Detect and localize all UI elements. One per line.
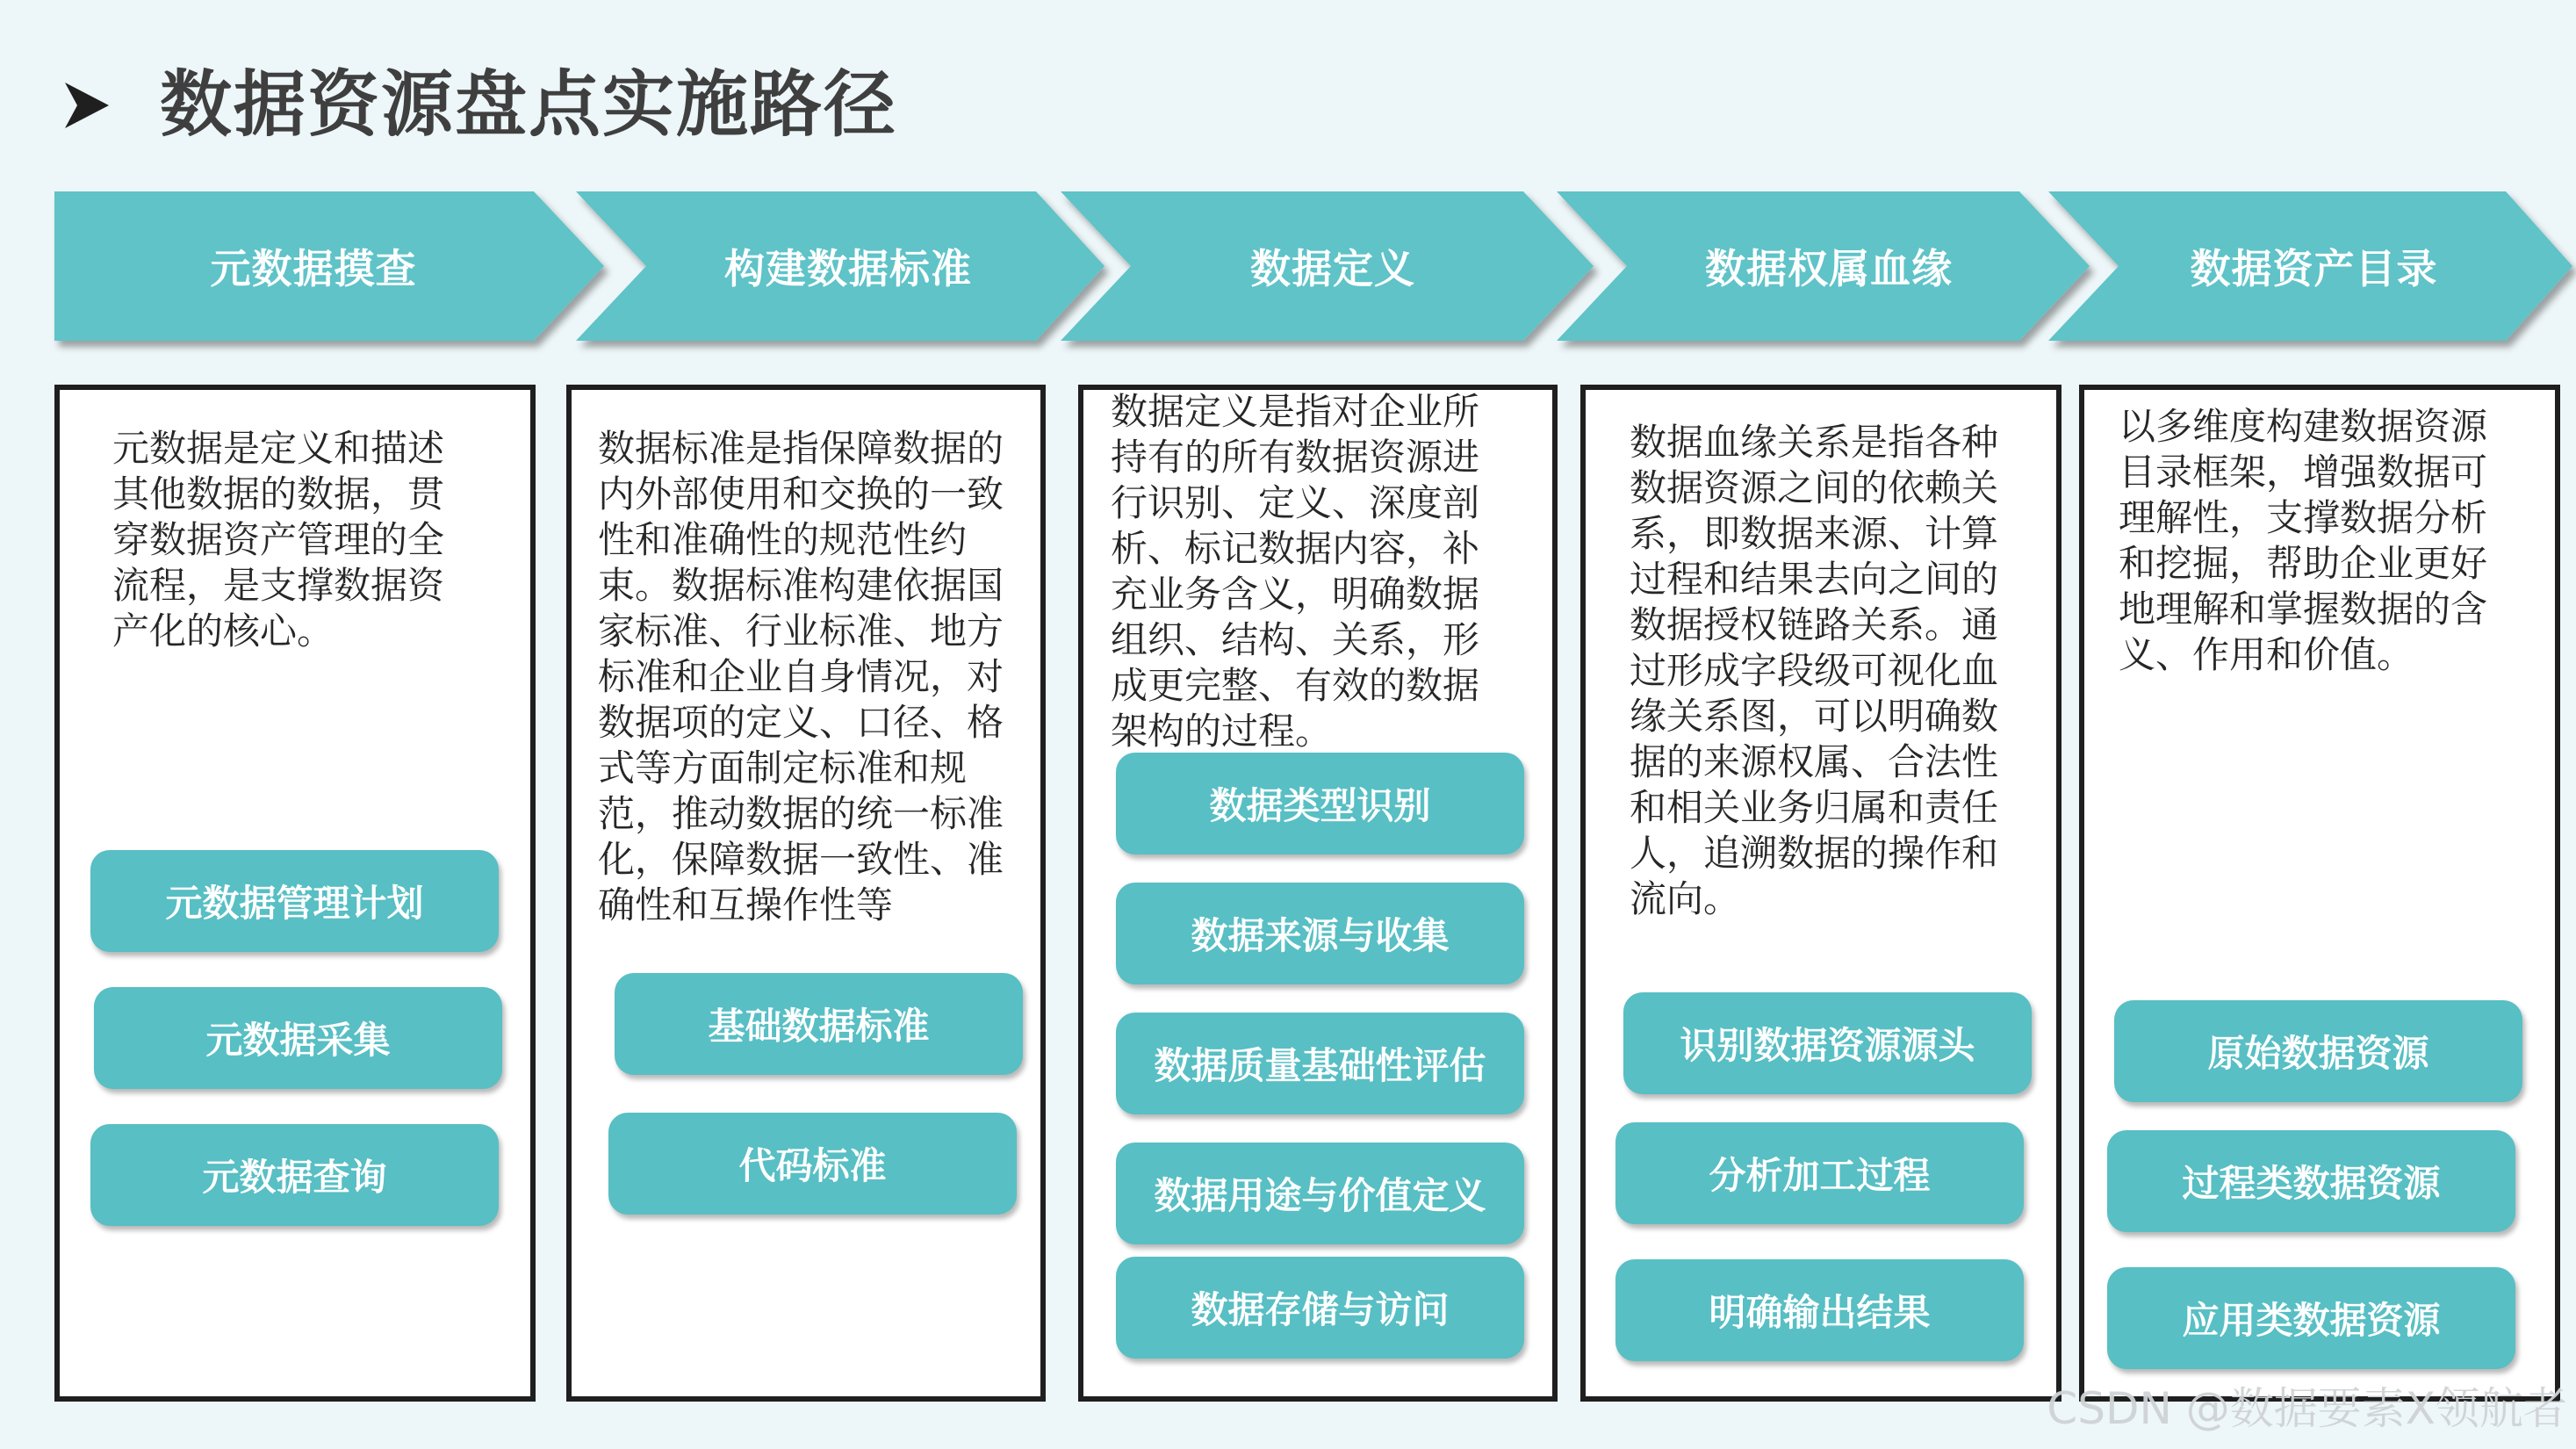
define-output-button[interactable]: 明确输出结果 (1615, 1259, 2024, 1361)
chevron-label-step-4: 数据权属血缘 (1705, 245, 1953, 292)
watermark-text: CSDN @数据要素X领航者 (2047, 1383, 2567, 1434)
data-storage-access-button[interactable]: 数据存储与访问 (1116, 1257, 1524, 1359)
chevron-label-step-5: 数据资产目录 (2190, 245, 2438, 292)
step-description-3: 数据定义是指对企业所持有的所有数据资源进行识别、定义、深度剖析、标记数据内容，补充业务含义，明确数据组织、结构、关系，形成更完整、有效的数据架构的过程。 (1111, 390, 1480, 753)
identify-source-button[interactable]: 识别数据资源源头 (1623, 992, 2032, 1094)
basic-data-standard-button[interactable]: 基础数据标准 (615, 973, 1023, 1075)
metadata-query-button[interactable]: 元数据查询 (90, 1124, 499, 1226)
data-usage-value-button[interactable]: 数据用途与价值定义 (1116, 1143, 1524, 1244)
application-data-resource-button[interactable]: 应用类数据资源 (2107, 1267, 2515, 1369)
metadata-collection-button[interactable]: 元数据采集 (94, 987, 502, 1089)
step-description-2: 数据标准是指保障数据的内外部使用和交换的一致性和准确性的规范性约束。数据标准构建依据国家标准、行业标准、地方标准和企业自身情况，对数据项的定义、口径、格式等方面制定标准和规范，推动数据的统一标准化，保障数据一致性、准确性和互操作性等 (598, 427, 1004, 926)
step-description-4: 数据血缘关系是指各种数据资源之间的依赖关系，即数据来源、计算过程和结果去向之间的数据授权链路关系。通过形成字段级可视化血缘关系图，可以明确数据的来源权属、合法性和相关业务归属和责任人，追溯数据的操作和流向。 (1630, 421, 1999, 920)
code-standard-button[interactable]: 代码标准 (608, 1113, 1017, 1215)
data-type-identification-button[interactable]: 数据类型识别 (1116, 753, 1524, 854)
step-description-5: 以多维度构建数据资源目录框架，增强数据可理解性，支撑数据分析和挖掘，帮助企业更好地理解和掌握数据的含义、作用和价值。 (2119, 405, 2488, 676)
chevron-label-step-3: 数据定义 (1250, 245, 1415, 292)
data-source-collection-button[interactable]: 数据来源与收集 (1116, 883, 1524, 984)
step-description-1: 元数据是定义和描述其他数据的数据，贯穿数据资产管理的全流程，是支撑数据资产化的核心。 (112, 427, 445, 652)
raw-data-resource-button[interactable]: 原始数据资源 (2114, 1000, 2522, 1102)
page-title: 数据资源盘点实施路径 (160, 63, 898, 147)
process-data-resource-button[interactable]: 过程类数据资源 (2107, 1130, 2515, 1232)
data-quality-assessment-button[interactable]: 数据质量基础性评估 (1116, 1013, 1524, 1114)
chevron-label-step-1: 元数据摸查 (210, 245, 417, 292)
metadata-plan-button[interactable]: 元数据管理计划 (90, 850, 499, 952)
analyze-processing-button[interactable]: 分析加工过程 (1615, 1122, 2024, 1224)
chevron-label-step-2: 构建数据标准 (724, 245, 972, 292)
